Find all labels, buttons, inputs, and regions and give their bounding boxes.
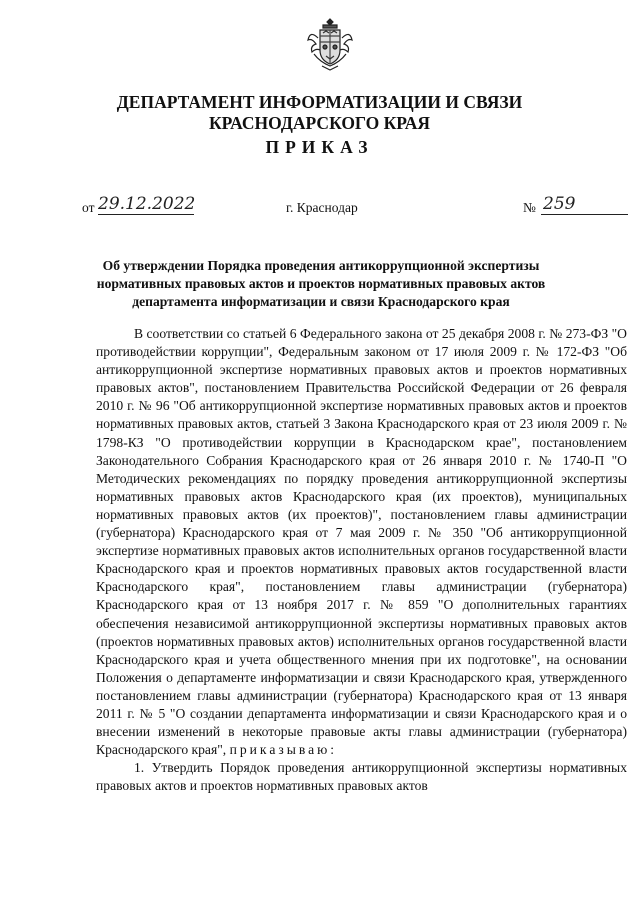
subject-line: департамента информатизации и связи Краснодарского края bbox=[132, 294, 510, 309]
body-paragraph-preamble bbox=[96, 325, 627, 759]
organization-name-line1: ДЕПАРТАМЕНТ ИНФОРМАТИЗАЦИИ И СВЯЗИ bbox=[116, 92, 523, 112]
date-prefix: от bbox=[82, 200, 95, 215]
document-city: г. Краснодар bbox=[286, 200, 358, 215]
subject-line: нормативных правовых актов и проектов нормативных правовых актов bbox=[96, 276, 546, 291]
document-type: ПРИКАЗ bbox=[265, 137, 374, 157]
number-prefix: № bbox=[523, 200, 536, 215]
document-body bbox=[96, 325, 627, 795]
document-meta-row bbox=[0, 194, 639, 221]
preamble-text: В соответствии со статьей 6 Федерального закона от 25 декабря 2008 г. № 273-ФЗ "О противодействии коррупции", Федеральным законом от 17 июля 2009 г. № 172-ФЗ "Об антикоррупционной экспертизе нормативных правовых актов и проектов нормативных правовых актов", постановлением Правительства Российской Федерации от 26 февраля 2010 г. № 96 "Об антикоррупционной экспертизе нормативных правовых актов и проектов нормативных правовых актов, статьей 3 Закона Краснодарского края от 23 июля 2009 г. № 1798-КЗ "О противодействии коррупции в Краснодарском крае", постановлением Законодательного Собрания Краснодарского края от 26 января 2010 г. № 1740-П "О Методических рекомендациях по порядку проведения антикоррупционной экспертизы нормативных правовых актов Краснодарского края (их проектов), муниципальных нормативных правовых актов (их проектов)", постановлением главы администрации (губернатора) Краснодарского края от 7 мая 2009 г. № 350 "Об антикоррупционной экспертизе нормативных правовых актов исполнительных органов государственной власти Краснодарского края и проектов нормативных правовых актов государственной власти Краснодарского края", постановлением главы администрации (губернатора) Краснодарского края от 13 ноября 2017 г. № 859 "О дополнительных гарантиях обеспечения независимой антикоррупционной экспертизы нормативных правовых актов (проектов нормативных правовых актов) исполнительных органов государственной власти Краснодарского края и учета общественного мнения при их подготовке", на основании Положения о департаменте информатизации и связи Краснодарского края, утвержденного постановлением главы администрации (губернатора) Краснодарского края от 13 января 2011 г. № 5 "О создании департамента информатизации и связи Краснодарского края и о внесении изменений в некоторые правовые акты главы администрации (губернатора) Краснодарского края", bbox=[96, 326, 627, 758]
body-paragraph-item-1: 1. Утвердить Порядок проведения антикоррупционной экспертизы нормативных правовых актов и проектов нормативных правовых актов bbox=[96, 760, 627, 794]
subject-line: Об утверждении Порядка проведения антикоррупционной экспертизы bbox=[102, 258, 540, 273]
document-number: 259 bbox=[543, 194, 576, 214]
number-underline bbox=[541, 214, 628, 215]
document-date: 29.12.2022 bbox=[98, 194, 196, 214]
date-underline bbox=[98, 214, 194, 215]
krasnodar-coat-of-arms-icon bbox=[306, 16, 354, 72]
order-word: приказываю: bbox=[229, 742, 338, 758]
document-subject bbox=[96, 257, 546, 311]
organization-name-line2: КРАСНОДАРСКОГО КРАЯ bbox=[208, 113, 431, 133]
